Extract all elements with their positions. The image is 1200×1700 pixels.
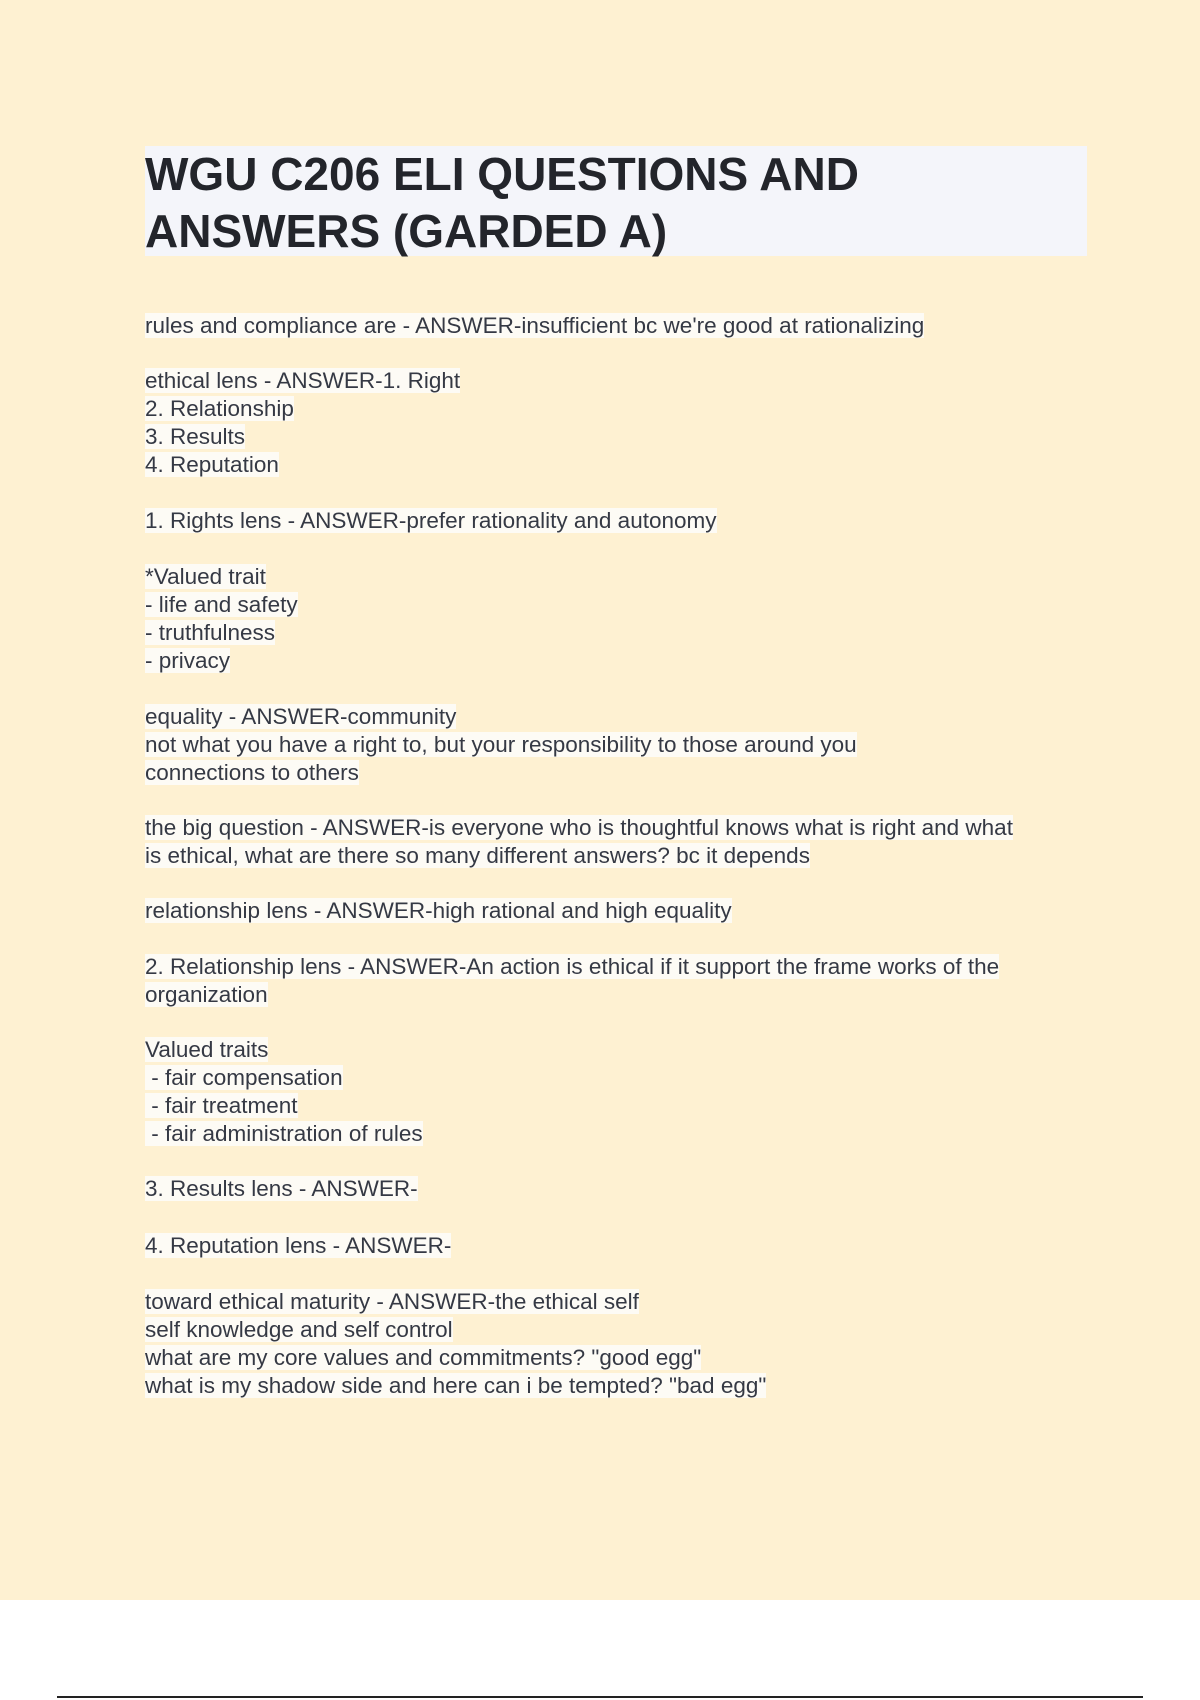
entry-line: what are my core values and commitments? "good egg" — [145, 1345, 702, 1370]
entry-line: the big question - ANSWER-is everyone who is thoughtful knows what is right and what — [145, 815, 1013, 840]
entry-line: self knowledge and self control — [145, 1317, 453, 1342]
entry-line: - fair administration of rules — [145, 1121, 423, 1146]
entry-line: 4. Reputation — [145, 452, 279, 477]
entry-line: - fair treatment — [145, 1093, 298, 1118]
entry-line: not what you have a right to, but your responsibility to those around you — [145, 732, 857, 757]
qa-entry-3 — [145, 507, 1090, 535]
qa-entry-11 — [145, 1232, 1090, 1260]
qa-entry-4 — [145, 563, 1090, 675]
qa-entry-1 — [145, 312, 1090, 340]
entry-line: equality - ANSWER-community — [145, 704, 457, 729]
entry-line: - privacy — [145, 648, 231, 673]
entry-line: - fair compensation — [145, 1065, 343, 1090]
entry-line: connections to others — [145, 760, 359, 785]
qa-entry-9 — [145, 1036, 1090, 1148]
entry-line: ethical lens - ANSWER-1. Right — [145, 368, 461, 393]
bottom-divider — [57, 1696, 1143, 1698]
entry-line: is ethical, what are there so many different answers? bc it depends — [145, 843, 810, 868]
entry-line: - truthfulness — [145, 620, 276, 645]
entry-line: rules and compliance are - ANSWER-insufficient bc we're good at rationalizing — [145, 313, 925, 338]
qa-entry-2 — [145, 367, 1090, 479]
qa-entry-5 — [145, 703, 1090, 787]
qa-entry-12 — [145, 1288, 1090, 1400]
entry-line: - life and safety — [145, 592, 298, 617]
entry-line: 4. Reputation lens - ANSWER- — [145, 1233, 452, 1258]
entry-line: 1. Rights lens - ANSWER-prefer rationality and autonomy — [145, 508, 717, 533]
entry-line: Valued traits — [145, 1037, 269, 1062]
entry-line: organization — [145, 982, 268, 1007]
qa-entry-7 — [145, 897, 1090, 925]
entry-line: what is my shadow side and here can i be tempted? "bad egg" — [145, 1373, 767, 1398]
entry-line: *Valued trait — [145, 564, 266, 589]
entry-line: relationship lens - ANSWER-high rational and high equality — [145, 898, 732, 923]
qa-entry-10 — [145, 1175, 1090, 1203]
entry-line: toward ethical maturity - ANSWER-the ethical self — [145, 1289, 639, 1314]
qa-entry-8 — [145, 953, 1090, 1009]
qa-entry-6 — [145, 814, 1090, 870]
document-title: WGU C206 ELI QUESTIONS AND ANSWERS (GARDED A) — [145, 148, 859, 257]
entry-line: 2. Relationship lens - ANSWER-An action is ethical if it support the frame works of the — [145, 954, 1000, 979]
entry-line: 3. Results — [145, 424, 246, 449]
entry-line: 3. Results lens - ANSWER- — [145, 1176, 418, 1201]
entry-line: 2. Relationship — [145, 396, 294, 421]
